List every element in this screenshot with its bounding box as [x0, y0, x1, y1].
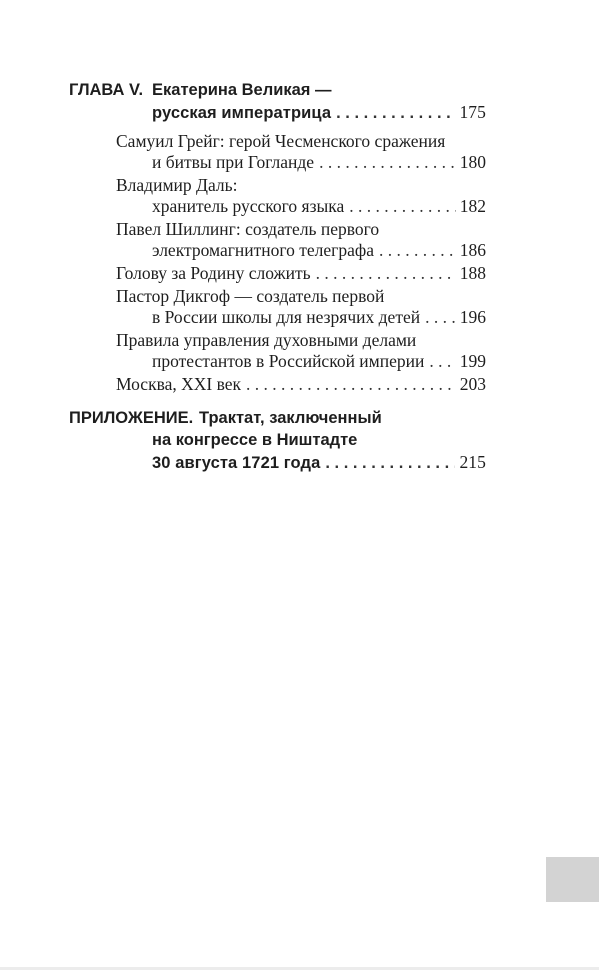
page-number: 203 [459, 374, 486, 394]
toc-entry-line1 [116, 285, 384, 307]
toc-entry[interactable] [152, 195, 486, 217]
toc-entry[interactable] [152, 306, 486, 328]
entry-title-line2: протестантов в Российской империи [152, 351, 425, 371]
toc-entry-line1 [116, 329, 416, 351]
chapter-label: ГЛАВА V. [69, 81, 144, 99]
entry-title-line1: Правила управления духовными делами [116, 330, 417, 350]
entry-title: Голову за Родину сложить [116, 263, 311, 283]
appendix-label: ПРИЛОЖЕНИЕ. [69, 409, 194, 427]
entry-title-line2: хранитель русского языка [152, 196, 345, 216]
page-number: 186 [459, 240, 486, 260]
entry-title-line1: Павел Шиллинг: создатель первого [116, 219, 380, 239]
entry-title-line1: Пастор Дикгоф — создатель первой [116, 286, 385, 306]
page-number: 199 [459, 351, 486, 371]
toc-entry-line1 [116, 218, 379, 240]
leader-dots [246, 373, 456, 395]
entry-title-line2: в России школы для незрячих детей [152, 307, 421, 327]
leader-dots [425, 306, 456, 328]
leader-dots [325, 452, 455, 474]
leader-dots [319, 151, 456, 173]
leader-dots [429, 350, 455, 372]
leader-dots [336, 102, 455, 124]
entry-title-line2: электромагнитного телеграфа [152, 240, 374, 260]
page-number: 196 [459, 307, 486, 327]
leader-dots [349, 195, 455, 217]
entry-title-line2: и битвы при Гогланде [152, 152, 315, 172]
entry-title: Москва, XXI век [116, 374, 242, 394]
chapter-title-line1: Екатерина Великая — [152, 81, 332, 99]
toc-entry-line1 [116, 130, 445, 152]
appendix-title-line1: Трактат, заключенный [199, 409, 382, 427]
toc-entry[interactable] [152, 350, 486, 372]
entry-title-line1: Самуил Грейг: герой Чесменского сражения [116, 131, 446, 151]
entry-title-line1: Владимир Даль: [116, 175, 238, 195]
leader-dots [316, 262, 456, 284]
toc-entry-chapter5[interactable] [152, 101, 486, 124]
toc-entry-line1 [116, 174, 237, 196]
leader-dots [379, 239, 456, 261]
toc-entry[interactable] [152, 239, 486, 261]
toc-entry[interactable] [152, 151, 486, 173]
chapter-title-line2: русская императрица [152, 104, 332, 122]
toc-entry[interactable] [116, 373, 486, 395]
appendix-title-line3: 30 августа 1721 года [152, 454, 321, 472]
page-number: 175 [459, 102, 486, 122]
appendix-title-line2: на конгрессе в Ништадте [152, 431, 358, 449]
page-number: 182 [459, 196, 486, 216]
page-edge-tab [546, 857, 599, 902]
page-number: 215 [459, 452, 486, 472]
toc-entry[interactable] [116, 262, 486, 284]
page-number: 180 [459, 152, 486, 172]
toc-entry-appendix[interactable] [152, 451, 486, 474]
page-number: 188 [459, 263, 486, 283]
